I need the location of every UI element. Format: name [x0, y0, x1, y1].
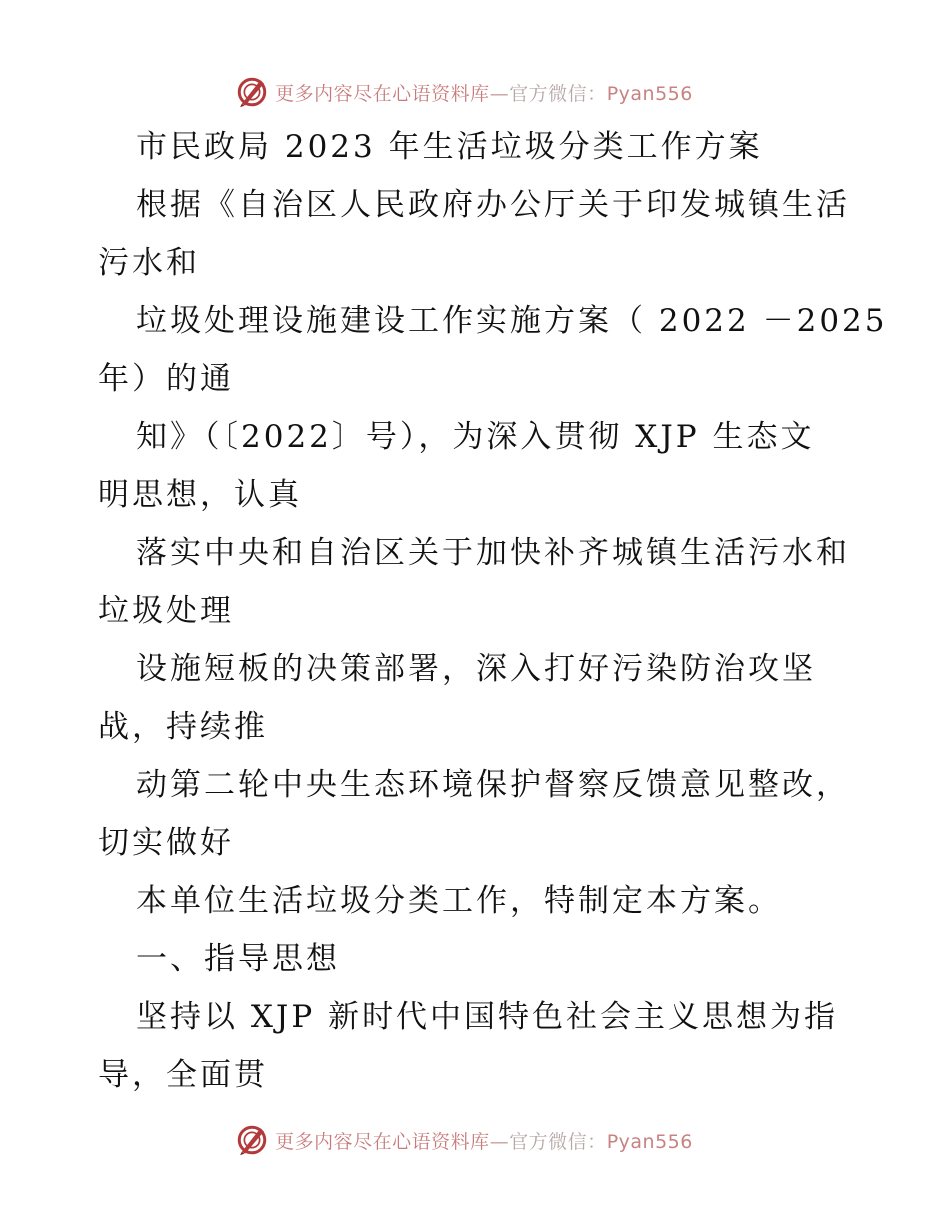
pen-logo-icon — [235, 1123, 269, 1157]
paragraph-line: 切实做好 — [98, 825, 234, 861]
paragraph-line: 污水和 — [98, 245, 200, 281]
paragraph-line: 年）的通 — [98, 361, 234, 397]
watermark-wechat-id: Pyan556 — [606, 1130, 693, 1153]
paragraph-line: 坚持以 XJP 新时代中国特色社会主义思想为指 — [136, 999, 839, 1035]
watermark-dash: — — [489, 1130, 510, 1153]
paragraph-line: 导，全面贯 — [98, 1057, 268, 1093]
watermark-wechat-id: Pyan556 — [606, 82, 693, 105]
footer-watermark — [0, 1120, 950, 1160]
header-watermark — [0, 72, 950, 112]
paragraph-line: 根据《自治区人民政府办公厅关于印发城镇生活 — [136, 187, 850, 223]
watermark-brand: 更多内容尽在心语资料库 — [275, 1130, 490, 1153]
paragraph-line: 动第二轮中央生态环境保护督察反馈意见整改， — [136, 767, 850, 803]
paragraph-line: 战，持续推 — [98, 709, 268, 745]
watermark-text — [275, 1127, 693, 1154]
watermark-wechat-label: 官方微信： — [509, 1130, 607, 1153]
section-heading: 一、指导思想 — [136, 941, 340, 977]
paragraph-line: 垃圾处理 — [98, 593, 234, 629]
watermark-brand: 更多内容尽在心语资料库 — [275, 82, 490, 105]
paragraph-line: 本单位生活垃圾分类工作，特制定本方案。 — [136, 883, 782, 919]
document-title: 市民政局 2023 年生活垃圾分类工作方案 — [136, 129, 763, 165]
watermark-dash: — — [489, 82, 510, 105]
watermark-wechat-label: 官方微信： — [509, 82, 607, 105]
pen-logo-icon — [235, 75, 269, 109]
paragraph-line: 知》（〔2022〕号），为深入贯彻 XJP 生态文 — [136, 419, 815, 455]
paragraph-line: 落实中央和自治区关于加快补齐城镇生活污水和 — [136, 535, 850, 571]
paragraph-line: 设施短板的决策部署，深入打好污染防治攻坚 — [136, 651, 816, 687]
paragraph-line: 垃圾处理设施建设工作实施方案（ 2022 －2025 — [136, 303, 888, 339]
paragraph-line: 明思想，认真 — [98, 477, 302, 513]
watermark-text — [275, 79, 693, 106]
document-body — [98, 118, 888, 1104]
